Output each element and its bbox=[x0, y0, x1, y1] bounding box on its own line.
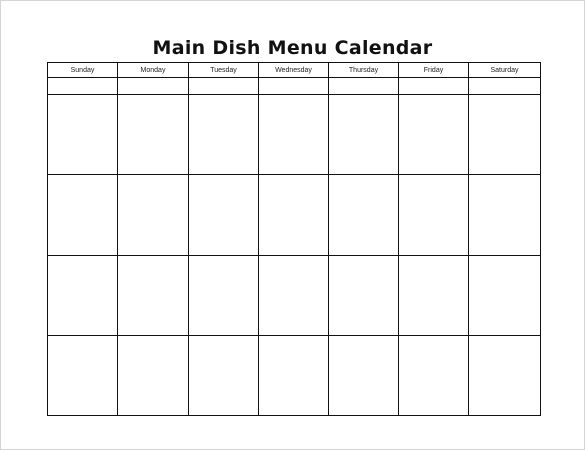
day-cell bbox=[329, 335, 399, 415]
day-cell bbox=[259, 335, 329, 415]
week-row-4 bbox=[48, 335, 541, 415]
day-header-tuesday: Tuesday bbox=[189, 63, 259, 78]
day-cell bbox=[118, 175, 189, 255]
week-row-3 bbox=[48, 255, 541, 335]
day-cell bbox=[399, 175, 469, 255]
day-header-row bbox=[48, 63, 541, 78]
day-cell bbox=[189, 255, 259, 335]
day-header-wednesday: Wednesday bbox=[259, 63, 329, 78]
day-cell bbox=[48, 95, 118, 175]
calendar-grid bbox=[47, 62, 541, 416]
blank-cell bbox=[469, 78, 541, 95]
day-cell bbox=[399, 335, 469, 415]
day-header-saturday: Saturday bbox=[469, 63, 541, 78]
day-cell bbox=[469, 95, 541, 175]
day-cell bbox=[118, 255, 189, 335]
week-row-1 bbox=[48, 95, 541, 175]
day-cell bbox=[259, 95, 329, 175]
day-cell bbox=[329, 255, 399, 335]
day-cell bbox=[189, 175, 259, 255]
day-cell bbox=[118, 335, 189, 415]
blank-cell bbox=[118, 78, 189, 95]
day-cell bbox=[399, 95, 469, 175]
day-cell bbox=[329, 175, 399, 255]
day-cell bbox=[259, 175, 329, 255]
day-cell bbox=[469, 175, 541, 255]
day-cell bbox=[48, 175, 118, 255]
blank-cell bbox=[259, 78, 329, 95]
day-header-thursday: Thursday bbox=[329, 63, 399, 78]
day-cell bbox=[469, 255, 541, 335]
day-cell bbox=[118, 95, 189, 175]
day-header-friday: Friday bbox=[399, 63, 469, 78]
calendar-title: Main Dish Menu Calendar bbox=[152, 37, 433, 59]
day-cell bbox=[48, 335, 118, 415]
blank-cell bbox=[329, 78, 399, 95]
day-header-sunday: Sunday bbox=[48, 63, 118, 78]
blank-cell bbox=[189, 78, 259, 95]
day-cell bbox=[189, 95, 259, 175]
blank-cell bbox=[48, 78, 118, 95]
blank-cell bbox=[399, 78, 469, 95]
day-header-monday: Monday bbox=[118, 63, 189, 78]
day-cell bbox=[48, 255, 118, 335]
day-cell bbox=[189, 335, 259, 415]
week-row-2 bbox=[48, 175, 541, 255]
day-cell bbox=[259, 255, 329, 335]
day-cell bbox=[329, 95, 399, 175]
day-cell bbox=[469, 335, 541, 415]
day-cell bbox=[399, 255, 469, 335]
blank-row bbox=[48, 78, 541, 95]
